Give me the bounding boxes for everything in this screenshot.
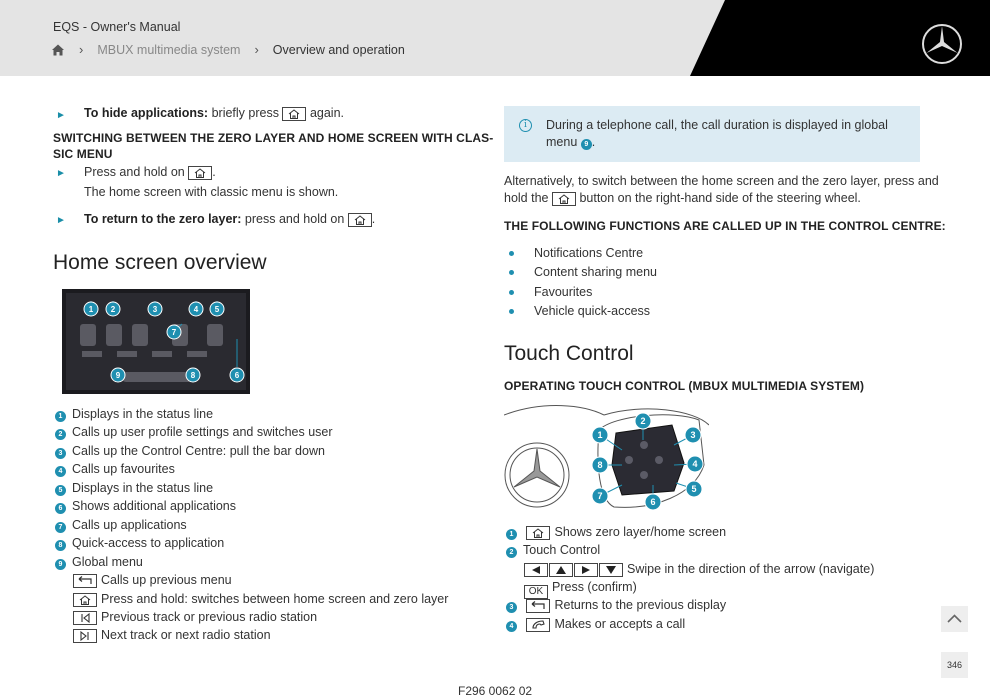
svg-text:3: 3 [152,305,158,314]
svg-text:5: 5 [691,484,697,494]
global-menu-item [73,592,448,607]
back-arrow-icon [73,574,97,588]
manual-title: EQS - Owner's Manual [53,20,181,34]
list-item: Vehicle quick-access [534,304,651,318]
list-item-text: Touch Control [523,543,601,557]
svg-text:6: 6 [650,497,656,507]
number-badge: 2 [55,429,66,440]
list-item-text: Calls up user profile settings and switches user [72,425,333,439]
home-shown-text: The home screen with classic menu is shown. [84,185,339,199]
info-icon: i [519,119,532,132]
bullet-icon [509,309,514,314]
svg-text:9: 9 [115,371,121,380]
svg-text:8: 8 [190,371,196,380]
list-item-text: Returns to the previous display [554,598,727,612]
phone-icon [526,618,550,632]
return-text: press and hold on [244,212,345,226]
global-menu-item-text: Next track or next radio station [101,628,271,642]
step-arrow-icon: ► [56,215,66,226]
list-item [55,444,325,459]
switch-heading-line: SIC MENU [53,147,113,161]
number-badge: 7 [55,522,66,533]
svg-text:4: 4 [193,305,199,314]
list-item [55,555,143,570]
info-text-line: menu 9 . [546,135,596,149]
list-item [55,536,224,551]
swipe-text: Swipe in the direction of the arrow (navigate) [627,562,875,576]
info-text-word: menu [546,135,578,149]
number-badge: 5 [55,485,66,496]
list-item [55,425,333,440]
global-menu-item [73,573,232,588]
mercedes-star-logo[interactable] [921,23,963,65]
list-item-text: Global menu [72,555,143,569]
number-badge: 8 [55,540,66,551]
chevron-right-icon: › [254,42,259,57]
previous-track-icon [73,611,97,625]
return-label: To return to the zero layer: [84,212,242,226]
touch-control-figure [504,405,709,515]
list-item-text: Shows additional applications [72,499,236,513]
home-icon [73,593,97,607]
ok-row [524,580,637,599]
list-item [55,499,236,514]
page-number: 346 [941,652,968,678]
list-item-text: Quick-access to application [72,536,225,550]
home-key-icon [348,213,372,227]
next-track-icon [73,629,97,643]
hide-apps-label: To hide applications: [84,106,209,120]
home-key-icon [188,166,212,180]
list-item-text: Makes or accepts a call [554,617,686,631]
functions-heading: THE FOLLOWING FUNCTIONS ARE CALLED UP IN THE CONTROL CENTRE: [504,219,946,233]
breadcrumb-current: Overview and operation [272,42,405,57]
svg-text:7: 7 [597,491,603,501]
svg-text:2: 2 [110,305,116,314]
number-badge: 3 [55,448,66,459]
section-title: Home screen overview [53,251,267,274]
chevron-right-icon: › [79,42,84,57]
paragraph-text: button on the right-hand side of the steering wheel. [579,191,861,205]
number-badge: 6 [55,503,66,514]
home-icon[interactable] [51,43,65,57]
back-arrow-icon [526,599,550,613]
global-menu-item [73,628,271,643]
svg-text:5: 5 [214,305,220,314]
list-item-text: Displays in the status line [72,481,214,495]
list-item [55,407,213,422]
list-item-text: Displays in the status line [72,407,214,421]
info-text [546,117,888,151]
alternative-paragraph [504,173,939,207]
list-item-text: Calls up applications [72,518,187,532]
list-item-text: Shows zero layer/home screen [554,525,727,539]
paragraph-line [504,190,939,207]
step-arrow-icon: ► [56,168,66,179]
chevron-up-icon [941,606,968,632]
svg-text:8: 8 [597,460,603,470]
bullet-icon [509,270,514,275]
press-hold-text: Press and hold on [84,165,185,179]
number-badge: 4 [55,466,66,477]
number-badge: 3 [506,602,517,613]
number-badge: 9 [55,559,66,570]
breadcrumb-link[interactable]: MBUX multimedia system [97,42,241,57]
info-text-line: During a telephone call, the call duration is displayed in global [546,118,888,132]
global-menu-item [73,610,317,625]
ok-key: OK [524,585,548,599]
arrow-right-icon [574,563,598,577]
home-key-icon [552,192,576,206]
hide-apps-step [84,105,344,122]
bullet-icon [509,251,514,256]
scroll-to-top-button[interactable] [941,606,968,632]
svg-text:4: 4 [692,459,698,469]
number-badge: 1 [506,529,517,540]
press-hold-step: Press and hold on . [84,165,216,179]
list-item: Favourites [534,285,593,299]
home-icon [526,526,550,540]
list-item [506,598,726,613]
hide-apps-text: briefly press [211,106,279,120]
touch-control-heading: OPERATING TOUCH CONTROL (MBUX MULTIMEDIA SYSTEM) [504,379,865,393]
ok-text: Press (confirm) [552,580,637,594]
svg-text:1: 1 [597,430,603,440]
info-box [504,106,920,162]
list-item [55,462,175,477]
global-menu-item-text: Previous track or previous radio station [101,610,318,624]
list-item-text: Calls up favourites [72,462,175,476]
list-item [55,518,187,533]
paragraph-line: Alternatively, to switch between the home screen and the zero layer, press and [504,174,939,188]
number-badge: 4 [506,621,517,632]
touch-control-title: Touch Control [504,342,634,365]
home-screen-figure [62,289,250,394]
list-item [506,525,726,540]
global-menu-item-text: Calls up previous menu [101,573,232,587]
svg-text:6: 6 [234,371,240,380]
number-badge: 9 [581,139,592,150]
paragraph-text: hold the [504,191,549,205]
list-item-text: Calls up the Control Centre: pull the bar down [72,444,325,458]
step-arrow-icon: ► [56,110,66,121]
switch-heading-line: SWITCHING BETWEEN THE ZERO LAYER AND HOME SCREEN WITH CLAS- [53,131,494,145]
svg-text:3: 3 [690,430,696,440]
list-item: Notifications Centre [534,246,644,260]
list-item: Content sharing menu [534,265,657,279]
breadcrumb [51,42,405,57]
home-key-icon [282,107,306,121]
figure-code: F296 0062 02 [458,684,533,698]
svg-text:1: 1 [88,305,94,314]
list-item [506,543,600,558]
bullet-icon [509,290,514,295]
list-item [55,481,213,496]
arrow-down-icon [599,563,623,577]
svg-text:2: 2 [640,416,646,426]
list-item [506,617,685,632]
global-menu-item-text: Press and hold: switches between home screen and zero layer [101,592,449,606]
swipe-row [524,562,874,577]
switch-heading [53,130,493,162]
arrow-up-icon [549,563,573,577]
arrow-left-icon [524,563,548,577]
svg-text:7: 7 [171,328,177,337]
number-badge: 1 [55,411,66,422]
hide-apps-text-end: again. [309,106,344,120]
return-step: To return to the zero layer: press and hold on . [84,212,376,226]
number-badge: 2 [506,547,517,558]
